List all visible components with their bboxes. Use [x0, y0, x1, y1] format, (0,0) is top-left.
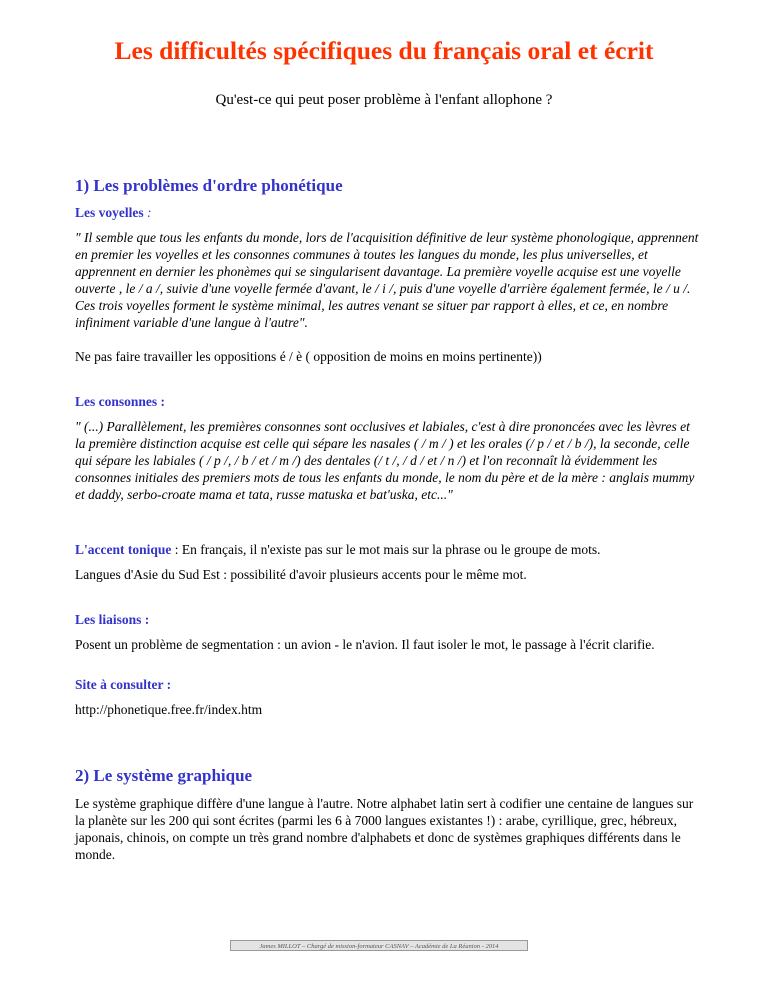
page-footer: James MILLOT – Chargé de mission-formateur CASNAV – Académie de La Réunion - 2014 [230, 940, 528, 951]
liaisons-label: Les liaisons : [75, 612, 150, 627]
section2-heading: 2) Le système graphique [75, 766, 253, 785]
site-link[interactable]: http://phonetique.free.fr/index.htm [75, 702, 263, 717]
accent-note: Langues d'Asie du Sud Est : possibilité d'avoir plusieurs accents pour le même mot. [75, 567, 527, 582]
site-label: Site à consulter : [75, 677, 172, 692]
section1-heading: 1) Les problèmes d'ordre phonétique [75, 176, 343, 195]
voyelles-label-colon: : [143, 205, 152, 220]
liaisons-text: Posent un problème de segmentation : un avion - le n'avion. Il faut isoler le mot, le passage à l'écrit clarifie. [75, 637, 655, 652]
consonnes-label: Les consonnes : [75, 394, 166, 409]
voyelles-label-text: Les voyelles [75, 205, 144, 220]
accent-label: L'accent tonique [75, 542, 172, 557]
consonnes-quote: " (...) Parallèlement, les premières consonnes sont occlusives et labiales, c'est à dire prononcées avec les lèvres et la première distinction acquise est celle qui sépare les nasales ( / m / ) et les orales (/ p / et / b /), la seconde, celle qui sépare les labiales ( / p /, / b / et / m /) des dentales (/ t /, / d / et / n /) et l'on reconnaît là évidemment les consonnes initiales des premiers mots de tous les enfants du monde, le nom du père et de la mère : anglais mummy et daddy, serbo-croate mama et tata, russe matuska et bat'uska, etc..." [75, 419, 695, 502]
page-subtitle: Qu'est-ce qui peut poser problème à l'enfant allophone ? [215, 92, 553, 108]
page-title: Les difficultés spécifiques du français oral et écrit [114, 36, 654, 65]
voyelles-label [75, 205, 152, 221]
voyelles-quote: " Il semble que tous les enfants du monde, lors de l'acquisition définitive de leur système phonologique, apprennent en premier les voyelles et les consonnes communes à toutes les langues du monde, les plus universelles, et apprennent en dernier les phonèmes qui se singularisent davantage. La première voyelle acquise est une voyelle ouverte , le / a /, suivie d'une voyelle fermée d'avant, le / i /, puis d'une voyelle d'arrière également fermée, le / u /. Ces trois voyelles forment le système minimal, les autres venant se situer par rapport à elles, et ce, en nombre infiniment variable d'une langue à l'autre". [75, 230, 699, 330]
voyelles-note: Ne pas faire travailler les oppositions é / è ( opposition de moins en moins pertinente)) [75, 349, 542, 364]
section2-text: Le système graphique diffère d'une langue à l'autre. Notre alphabet latin sert à codifier une centaine de langues sur la planète sur les 200 qui sont écrites (parmi les 6 à 7000 langues existantes !) : arabe, cyrillique, grec, hébreux, japonais, chinois, on compte un très grand nombre d'alphabets et donc de systèmes graphiques différents dans le monde. [75, 796, 694, 862]
accent-text: : En français, il n'existe pas sur le mot mais sur la phrase ou le groupe de mots. [171, 542, 601, 557]
accent-paragraph [75, 541, 700, 558]
